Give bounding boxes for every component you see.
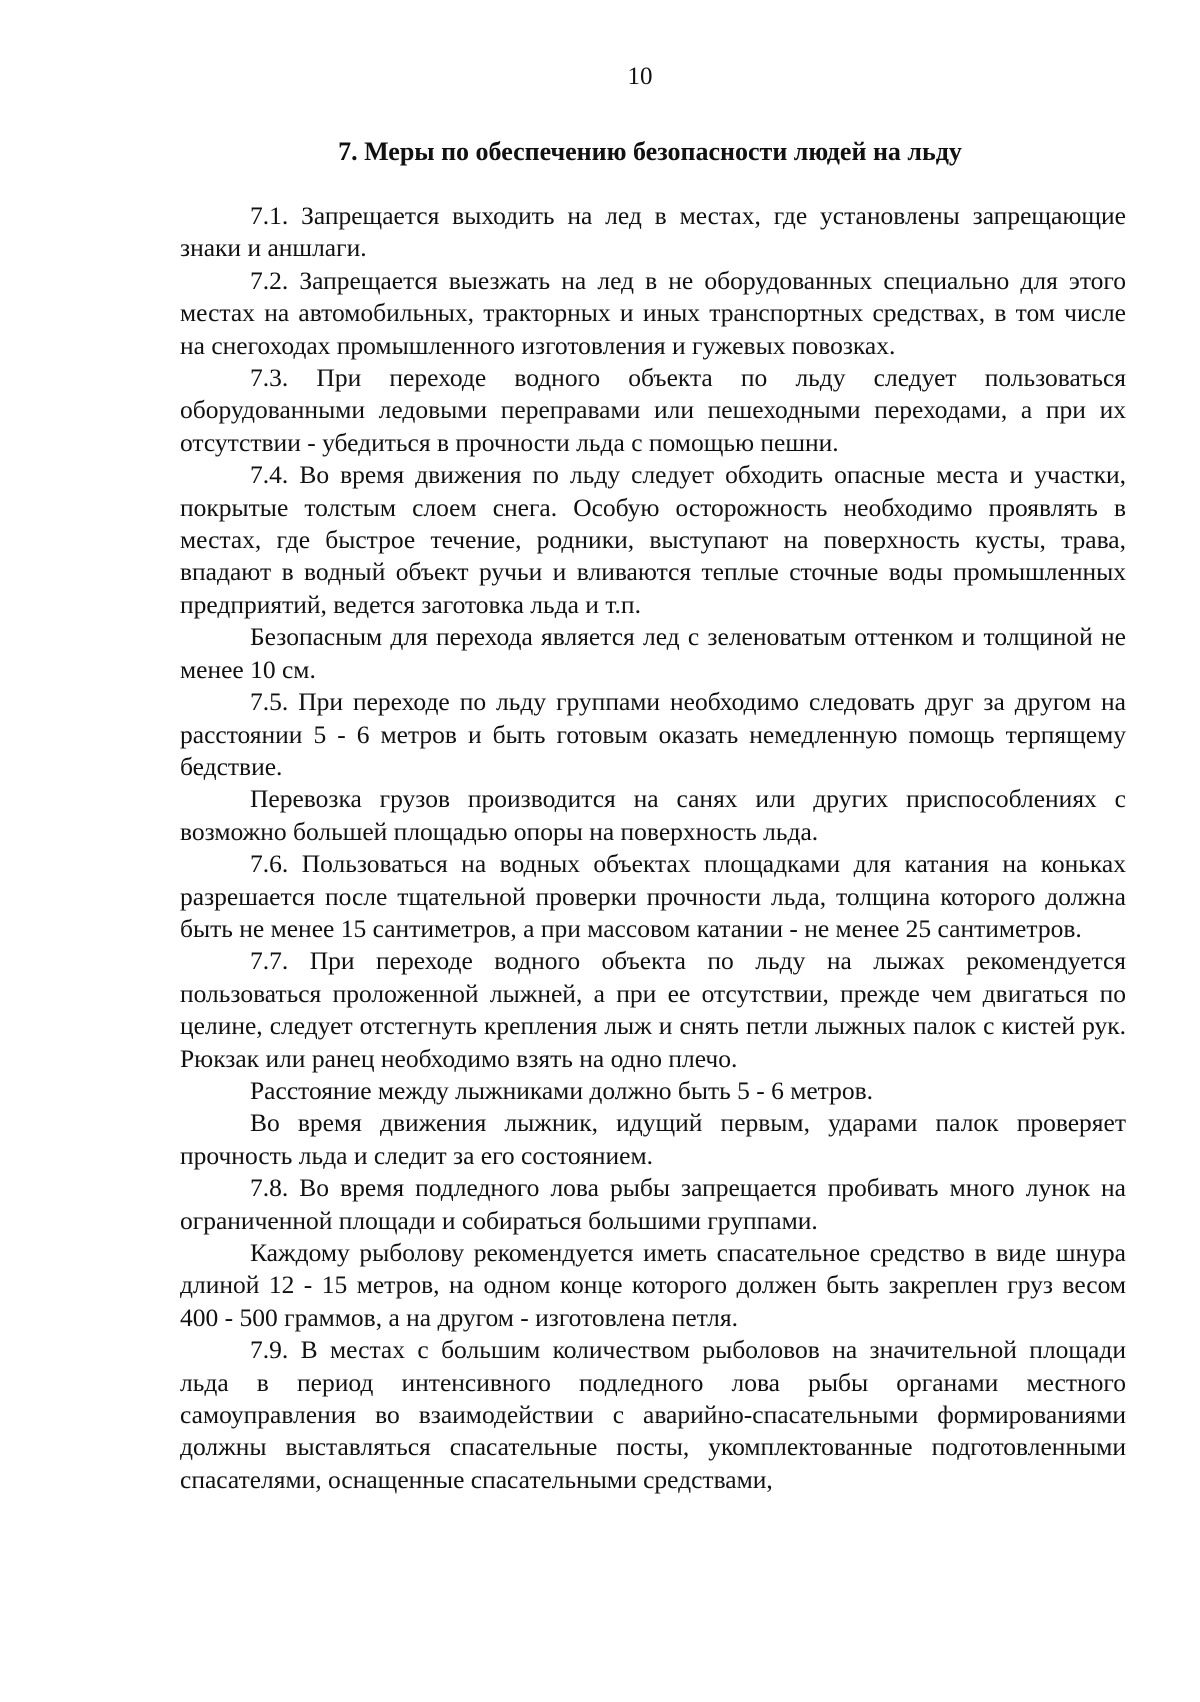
paragraph-7-4-ice-thickness: Безопасным для перехода является лед с зеленоватым оттенком и толщиной не менее 10 см.	[180, 622, 1126, 684]
document-body	[180, 200, 1126, 1496]
paragraph-7-2: 7.2. Запрещается выезжать на лед в не оборудованных специально для этого местах на автомобильных, тракторных и иных транспортных средствах, в том числе на снегоходах промышленного изготовления и гужевых повозках.	[180, 265, 1126, 360]
paragraph-7-7-skier-distance: Расстояние между лыжниками должно быть 5 - 6 метров.	[250, 1075, 874, 1105]
paragraph-7-4: 7.4. Во время движения по льду следует обходить опасные места и участки, покрытые толстым слоем снега. Особую осторожность необходимо проявлять в местах, где быстрое течение, родники, выступают на поверхность кусты, трава, впадают в водный объект ручьи и вливаются теплые сточные воды промышленных предприятий, ведется заготовка льда и т.п.	[180, 460, 1126, 619]
paragraph-7-7-lead-skier: Во время движения лыжник, идущий первым, ударами палок проверяет прочность льда и следит за его состоянием.	[180, 1108, 1126, 1170]
page-number: 10	[627, 63, 653, 90]
paragraph-7-8: 7.8. Во время подледного лова рыбы запрещается пробивать много лунок на ограниченной площади и собираться большими группами.	[180, 1173, 1126, 1235]
paragraph-7-1: 7.1. Запрещается выходить на лед в местах, где установлены запрещающие знаки и аншлаги.	[180, 201, 1126, 263]
paragraph-7-5: 7.5. При переходе по льду группами необходимо следовать друг за другом на расстоянии 5 - 6 метров и быть готовым оказать немедленную помощь терпящему бедствие.	[180, 687, 1126, 781]
paragraph-7-8-rescue-cord: Каждому рыболову рекомендуется иметь спасательное средство в виде шнура длиной 12 - 15 метров, на одном конце которого должен быть закреплен груз весом 400 - 500 граммов, а на другом - изготовлена петля.	[180, 1238, 1126, 1332]
paragraph-7-3: 7.3. При переходе водного объекта по льду следует пользоваться оборудованными ледовыми переправами или пешеходными переходами, а при их отсутствии - убедиться в прочности льда с помощью пешни.	[180, 363, 1126, 457]
section-title: 7. Меры по обеспечению безопасности людей на льду	[338, 137, 962, 166]
paragraph-7-7: 7.7. При переходе водного объекта по льду на лыжах рекомендуется пользоваться проложенной лыжней, а при ее отсутствии, прежде чем двигаться по целине, следует отстегнуть крепления лыж и снять петли лыжных палок с кистей рук. Рюкзак или ранец необходимо взять на одно плечо.	[180, 946, 1126, 1073]
paragraph-7-9: 7.9. В местах с большим количеством рыболовов на значительной площади льда в период интенсивного подледного лова рыбы органами местного самоуправления во взаимодействии с аварийно-спасательными формированиями должны выставляться спасательные посты, укомплектованные подготовленными спасателями, оснащенные спасательными средствами,	[180, 1335, 1126, 1494]
paragraph-7-6: 7.6. Пользоваться на водных объектах площадками для катания на коньках разрешается после тщательной проверки прочности льда, толщина которого должна быть не менее 15 сантиметров, а при массовом катании - не менее 25 сантиметров.	[180, 849, 1126, 943]
paragraph-7-5-cargo: Перевозка грузов производится на санях или других приспособлениях с возможно большей площадью опоры на поверхность льда.	[180, 784, 1126, 846]
